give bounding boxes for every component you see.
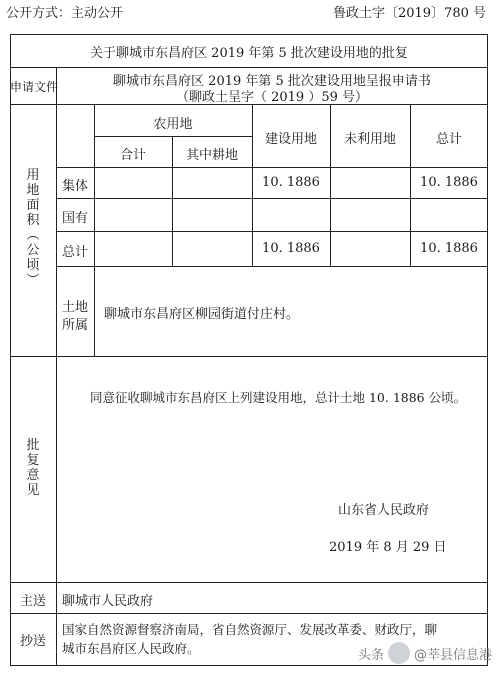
application-line-2: （聊政土呈字（ 2019 ）59 号） xyxy=(175,90,369,105)
opinion-side-label: 批 复 意 见 xyxy=(26,438,40,498)
application-label: 申请文件 xyxy=(10,80,59,94)
watermark-prefix: 头条 xyxy=(357,647,384,663)
disclosure-mode: 公开方式：主动公开 xyxy=(6,6,124,21)
cc-line-1: 国家自然资源督察济南局，省自然资源厅、发展改革委、财政厅，聊 xyxy=(62,622,438,637)
ownership-label-2: 所属 xyxy=(61,318,88,333)
collective-construction: 10. 1886 xyxy=(262,175,320,190)
document-number: 鲁政土字〔2019〕780 号 xyxy=(332,6,486,21)
col-cultivated: 其中耕地 xyxy=(185,148,238,163)
col-subtotal: 合计 xyxy=(119,148,146,163)
watermark xyxy=(358,642,492,664)
opinion-text: 同意征收聊城市东昌府区上列建设用地，总计土地 10. 1886 公顷。 xyxy=(90,390,467,405)
account-avatar-icon xyxy=(388,642,410,664)
ownership-label-1: 土地 xyxy=(61,300,88,315)
opinion-date: 2019 年 8 月 29 日 xyxy=(329,540,447,555)
col-farmland: 农用地 xyxy=(153,117,193,132)
document-title: 关于聊城市东昌府区 2019 年第 5 批次建设用地的批复 xyxy=(90,46,408,61)
land-area-side-label: 用 地 面 积 ︵ 公 顷 ︶ xyxy=(26,168,40,288)
opinion-issuer: 山东省人民政府 xyxy=(338,503,430,518)
col-total: 总计 xyxy=(435,132,462,147)
grand-total-total: 10. 1886 xyxy=(420,241,478,256)
row-label-grand-total: 总计 xyxy=(61,245,88,260)
main-send-value: 聊城市人民政府 xyxy=(62,594,154,609)
col-unused: 未利用地 xyxy=(343,132,396,147)
cc-line-2: 城市东昌府区人民政府。 xyxy=(62,641,200,656)
row-label-state: 国有 xyxy=(61,211,88,226)
col-construction: 建设用地 xyxy=(264,132,317,147)
application-line-1: 聊城市东昌府区 2019 年第 5 批次建设用地呈报申请书 xyxy=(113,74,431,89)
watermark-account: @莘县信息港 xyxy=(413,647,492,663)
row-label-collective: 集体 xyxy=(61,179,88,194)
collective-total: 10. 1886 xyxy=(420,175,478,190)
main-send-label: 主送 xyxy=(19,594,46,609)
ownership-value: 聊城市东昌府区柳园街道付庄村。 xyxy=(104,307,300,322)
cc-label: 抄送 xyxy=(19,634,46,649)
grand-total-construction: 10. 1886 xyxy=(262,241,320,256)
